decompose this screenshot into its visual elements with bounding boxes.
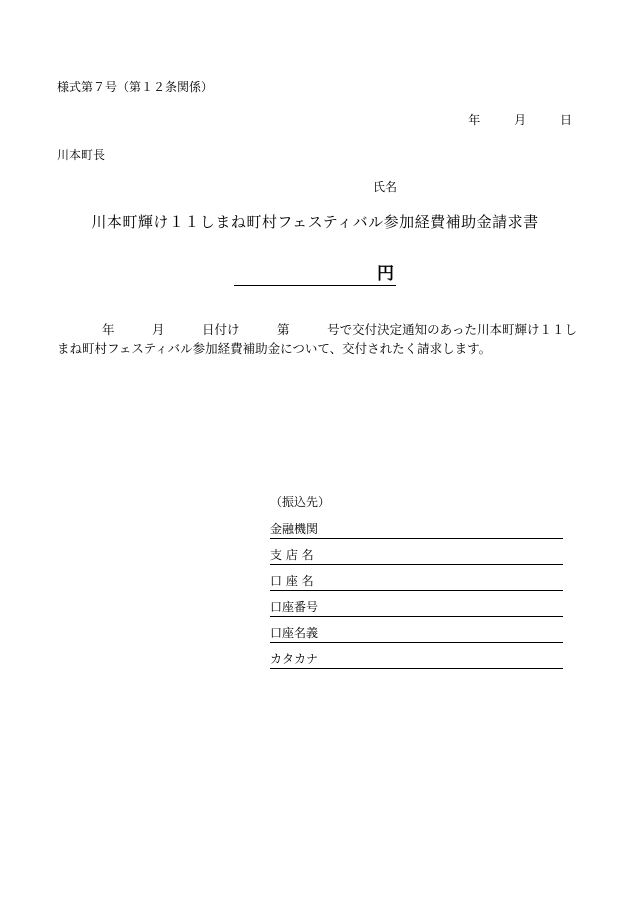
date-line bbox=[438, 111, 572, 128]
body-number-suffix: 号で交付決定通知のあった川本町輝け１１し bbox=[327, 322, 577, 337]
bank-header: （振込先） bbox=[270, 495, 331, 509]
request-body-line-2: まね町村フェスティバル参加経費補助金について、交付されたく請求します。 bbox=[57, 341, 492, 356]
body-day: 日付け bbox=[202, 322, 240, 337]
bank-account-number-field[interactable]: 口座番号 bbox=[270, 592, 563, 617]
request-body bbox=[57, 320, 577, 358]
bank-account-type-field[interactable]: 口 座 名 bbox=[270, 566, 563, 591]
amount-field[interactable] bbox=[234, 264, 396, 286]
bank-account-holder-field[interactable]: 口座名義 bbox=[270, 618, 563, 643]
applicant-name-label: 氏名 bbox=[373, 180, 398, 194]
addressee: 川本町長 bbox=[57, 148, 106, 162]
date-month: 月 bbox=[514, 113, 527, 127]
form-number: 様式第７号（第１２条関係） bbox=[57, 80, 214, 94]
body-number-prefix: 第 bbox=[277, 322, 290, 337]
date-day: 日 bbox=[559, 113, 572, 127]
body-month: 月 bbox=[152, 322, 165, 337]
bank-transfer-section bbox=[270, 492, 563, 669]
document-title: 川本町輝け１１しまね町村フェスティバル参加経費補助金請求書 bbox=[91, 213, 539, 231]
request-body-line-1 bbox=[57, 320, 577, 339]
bank-branch-field[interactable]: 支 店 名 bbox=[270, 540, 563, 565]
body-year: 年 bbox=[102, 322, 115, 337]
bank-institution-field[interactable]: 金融機関 bbox=[270, 514, 563, 539]
bank-katakana-field[interactable]: カタカナ bbox=[270, 644, 563, 669]
date-year: 年 bbox=[468, 113, 481, 127]
amount-unit: 円 bbox=[377, 264, 394, 284]
